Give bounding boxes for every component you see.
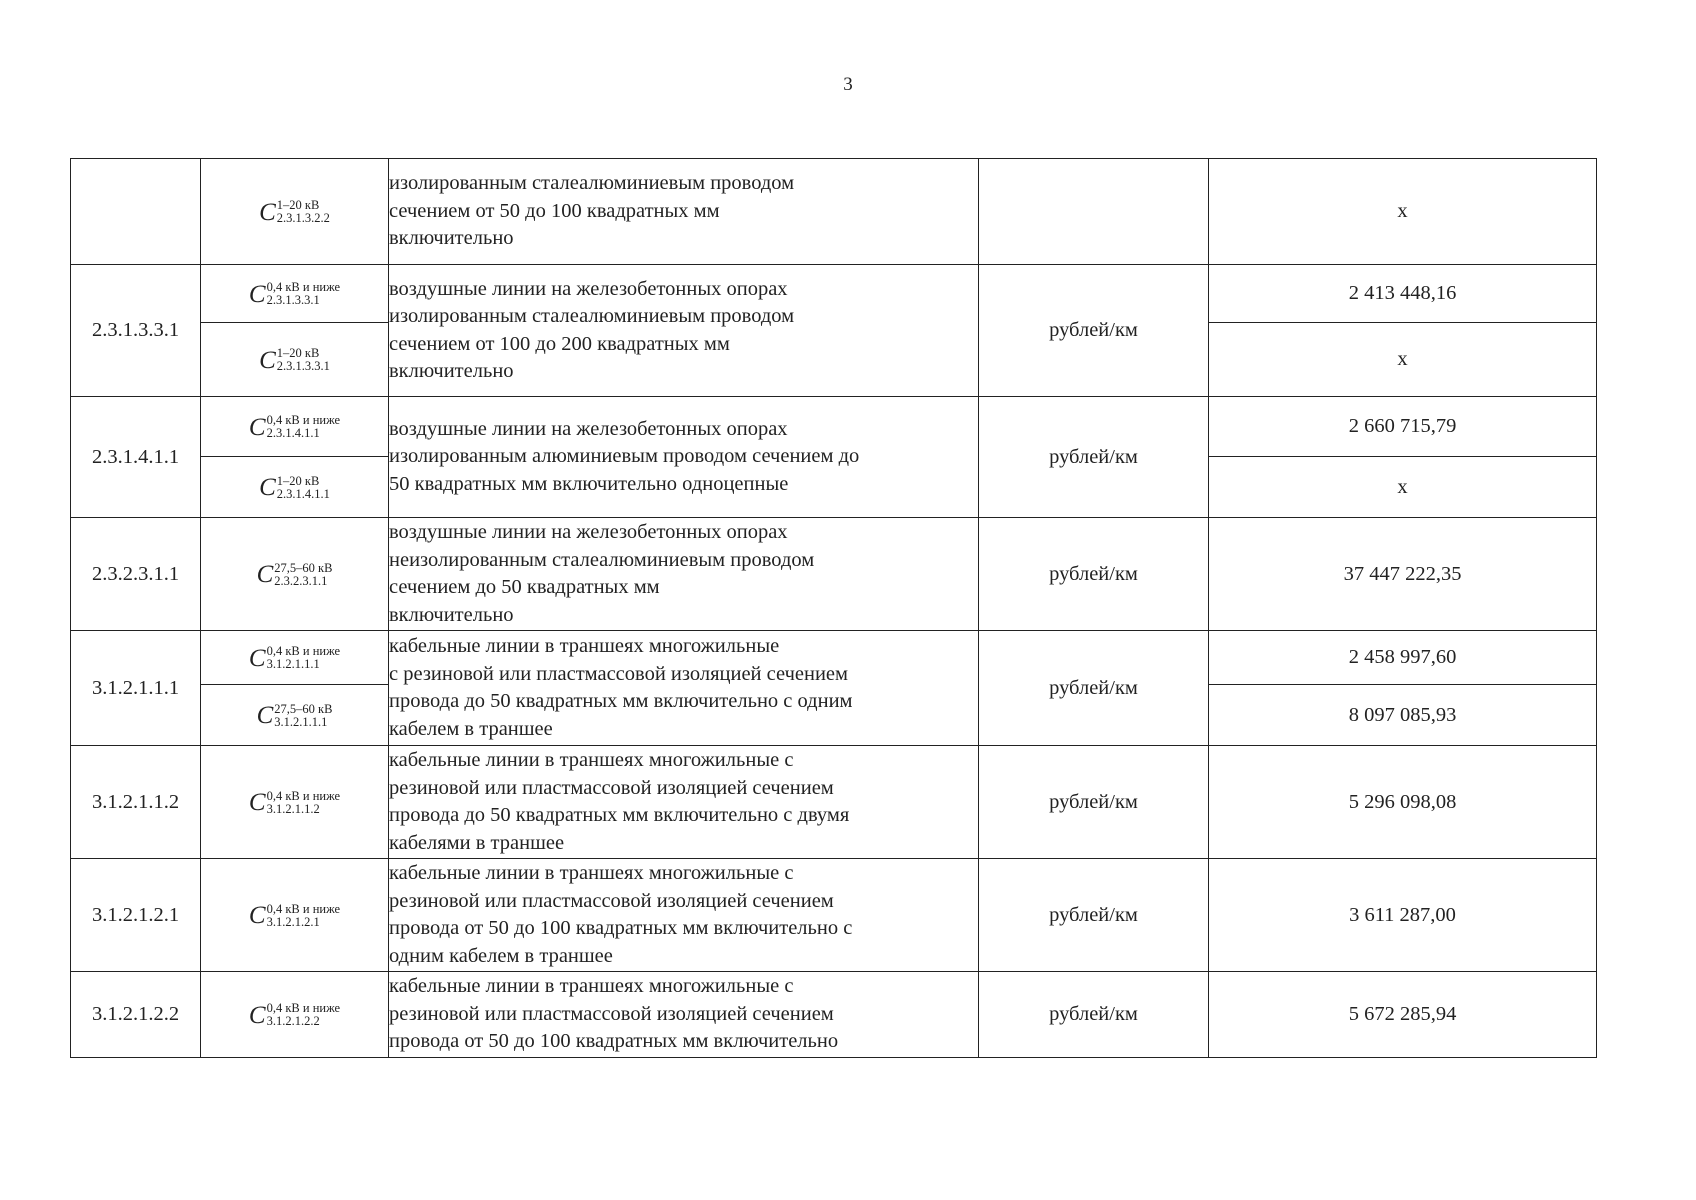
rate-value: 5 672 285,94 [1209,972,1597,1058]
rate-value: 2 413 448,16 [1209,265,1597,323]
rate-formula [249,788,340,815]
item-code: 2.3.2.3.1.1 [71,518,201,631]
item-description [389,518,979,631]
unit-of-measure: рублей/км [979,859,1209,972]
item-code: 2.3.1.3.3.1 [71,265,201,397]
rate-symbol [201,159,389,265]
rate-scripts [277,475,330,501]
voltage-class: 0,4 кВ и ниже [266,788,341,803]
rate-formula [249,413,340,440]
description-line: воздушные линии на железобетонных опорах [389,417,788,440]
unit-of-measure [979,159,1209,265]
rate-symbol [201,457,389,518]
description-line: изолированным алюминиевым проводом сечением до [389,445,860,468]
description-line: сечением от 50 до 100 квадратных мм [389,199,720,222]
item-code: 3.1.2.1.1.1 [71,631,201,746]
voltage-class: 27,5–60 кВ [274,560,333,575]
rate-value: x [1209,323,1597,397]
description-line: кабельные линии в траншеях многожильные с [389,862,794,884]
description-line: кабельные линии в траншеях многожильные с [389,749,794,771]
rate-letter: C [259,346,276,374]
rate-symbol [201,518,389,631]
rate-letter: C [259,474,276,502]
description-line: одним кабелем в траншее [389,944,613,967]
description-line: провода от 50 до 100 квадратных мм включительно с [389,917,853,939]
item-description [389,397,979,518]
description-line: кабельные линии в траншеях многожильные с [389,975,794,998]
rate-letter: C [248,280,266,308]
item-description [389,631,979,746]
rate-formula [249,644,340,671]
description-line: резиновой или пластмассовой изоляцией сечением [389,889,834,912]
rate-formula [259,346,330,373]
rate-letter: C [248,1001,266,1029]
voltage-class: 0,4 кВ и ниже [266,901,341,916]
table-row [71,972,1597,1058]
unit-of-measure: рублей/км [979,265,1209,397]
rate-letter: C [256,561,274,589]
description-line: кабелем в траншее [389,717,553,740]
rate-index: 2.3.1.3.3.1 [266,293,320,308]
table-row [71,265,1597,323]
voltage-class: 0,4 кВ и ниже [266,1001,341,1016]
rate-scripts [277,347,330,373]
rate-letter: C [248,789,266,817]
rate-scripts [267,281,341,307]
description-line: воздушные линии на железобетонных опорах [389,277,788,300]
table-row [71,631,1597,685]
rate-value: 2 458 997,60 [1209,631,1597,685]
rate-scripts [267,645,341,671]
voltage-class: 1–20 кВ [276,346,320,361]
description-line: включительно [389,227,514,250]
rate-symbol [201,397,389,457]
rate-value: x [1209,159,1597,265]
rate-index: 3.1.2.1.2.2 [266,1014,320,1029]
voltage-class: 0,4 кВ и ниже [266,644,341,659]
description-line: включительно [389,360,514,382]
item-description [389,972,979,1058]
rate-symbol [201,859,389,972]
rate-index: 2.3.1.3.3.1 [276,359,330,374]
table-row [71,859,1597,972]
rate-symbol [201,323,389,397]
rate-symbol [201,631,389,685]
description-line: включительно [389,603,514,626]
item-code [71,159,201,265]
unit-of-measure: рублей/км [979,631,1209,746]
rate-value: 2 660 715,79 [1209,397,1597,457]
rate-scripts [274,562,332,588]
rate-symbol [201,972,389,1058]
rate-index: 2.3.2.3.1.1 [274,573,328,588]
rate-formula [257,560,333,587]
rate-value: 37 447 222,35 [1209,518,1597,631]
rate-letter: C [248,413,266,441]
description-line: сечением от 100 до 200 квадратных мм [389,332,730,355]
rate-formula [249,1001,340,1028]
unit-of-measure: рублей/км [979,972,1209,1058]
description-line: воздушные линии на железобетонных опорах [389,521,788,543]
table-row [71,159,1597,265]
rate-value: 8 097 085,93 [1209,685,1597,746]
voltage-class: 1–20 кВ [276,198,320,213]
tariff-table-body [71,159,1597,1058]
unit-of-measure: рублей/км [979,746,1209,859]
rate-letter: C [259,198,276,226]
rate-letter: C [248,902,266,930]
rate-index: 2.3.1.3.2.2 [276,211,330,226]
item-code: 3.1.2.1.2.2 [71,972,201,1058]
rate-letter: C [256,702,274,730]
rate-symbol [201,265,389,323]
rate-scripts [274,703,332,729]
voltage-class: 1–20 кВ [276,473,320,488]
item-code: 2.3.1.4.1.1 [71,397,201,518]
item-description [389,746,979,859]
description-line: резиновой или пластмассовой изоляцией сечением [389,776,834,799]
rate-index: 3.1.2.1.1.1 [266,657,320,672]
rate-index: 3.1.2.1.2.1 [266,914,320,929]
rate-formula [259,473,330,500]
rate-letter: C [248,644,266,672]
table-row [71,746,1597,859]
rate-scripts [267,790,341,816]
rate-formula [259,198,330,225]
item-description [389,159,979,265]
table-row [71,518,1597,631]
rate-scripts [277,199,330,225]
rate-index: 2.3.1.4.1.1 [266,426,320,441]
rate-value: x [1209,457,1597,518]
description-line: изолированным сталеалюминиевым проводом [389,305,795,327]
rate-scripts [267,1002,341,1028]
rate-scripts [267,903,341,929]
item-description [389,859,979,972]
description-line: резиновой или пластмассовой изоляцией сечением [389,1002,834,1025]
description-line: провода от 50 до 100 квадратных мм включительно [389,1030,839,1053]
description-line: с резиновой или пластмассовой изоляцией сечением [389,662,848,685]
rate-formula [257,701,333,728]
description-line: изолированным сталеалюминиевым проводом [389,172,795,195]
voltage-class: 0,4 кВ и ниже [266,413,341,428]
tariff-table [70,158,1597,1058]
rate-scripts [267,414,341,440]
description-line: провода до 50 квадратных мм включительно с двумя [389,804,850,826]
rate-value: 3 611 287,00 [1209,859,1597,972]
description-line: сечением до 50 квадратных мм [389,576,660,598]
rate-index: 3.1.2.1.1.2 [266,801,320,816]
rate-index: 2.3.1.4.1.1 [276,486,330,501]
voltage-class: 27,5–60 кВ [274,701,333,716]
rate-formula [249,280,340,307]
rate-symbol [201,746,389,859]
description-line: провода до 50 квадратных мм включительно с одним [389,690,853,712]
item-code: 3.1.2.1.2.1 [71,859,201,972]
unit-of-measure: рублей/км [979,397,1209,518]
voltage-class: 0,4 кВ и ниже [266,280,341,295]
rate-index: 3.1.2.1.1.1 [274,714,328,729]
unit-of-measure: рублей/км [979,518,1209,631]
rate-value: 5 296 098,08 [1209,746,1597,859]
description-line: 50 квадратных мм включительно одноцепные [389,472,789,495]
description-line: неизолированным сталеалюминиевым проводом [389,548,815,571]
item-code: 3.1.2.1.1.2 [71,746,201,859]
description-line: кабельные линии в траншеях многожильные [389,635,780,657]
page-number: 3 [843,74,853,95]
table-row [71,397,1597,457]
description-line: кабелями в траншее [389,831,565,854]
rate-formula [249,901,340,928]
rate-symbol [201,685,389,746]
item-description [389,265,979,397]
